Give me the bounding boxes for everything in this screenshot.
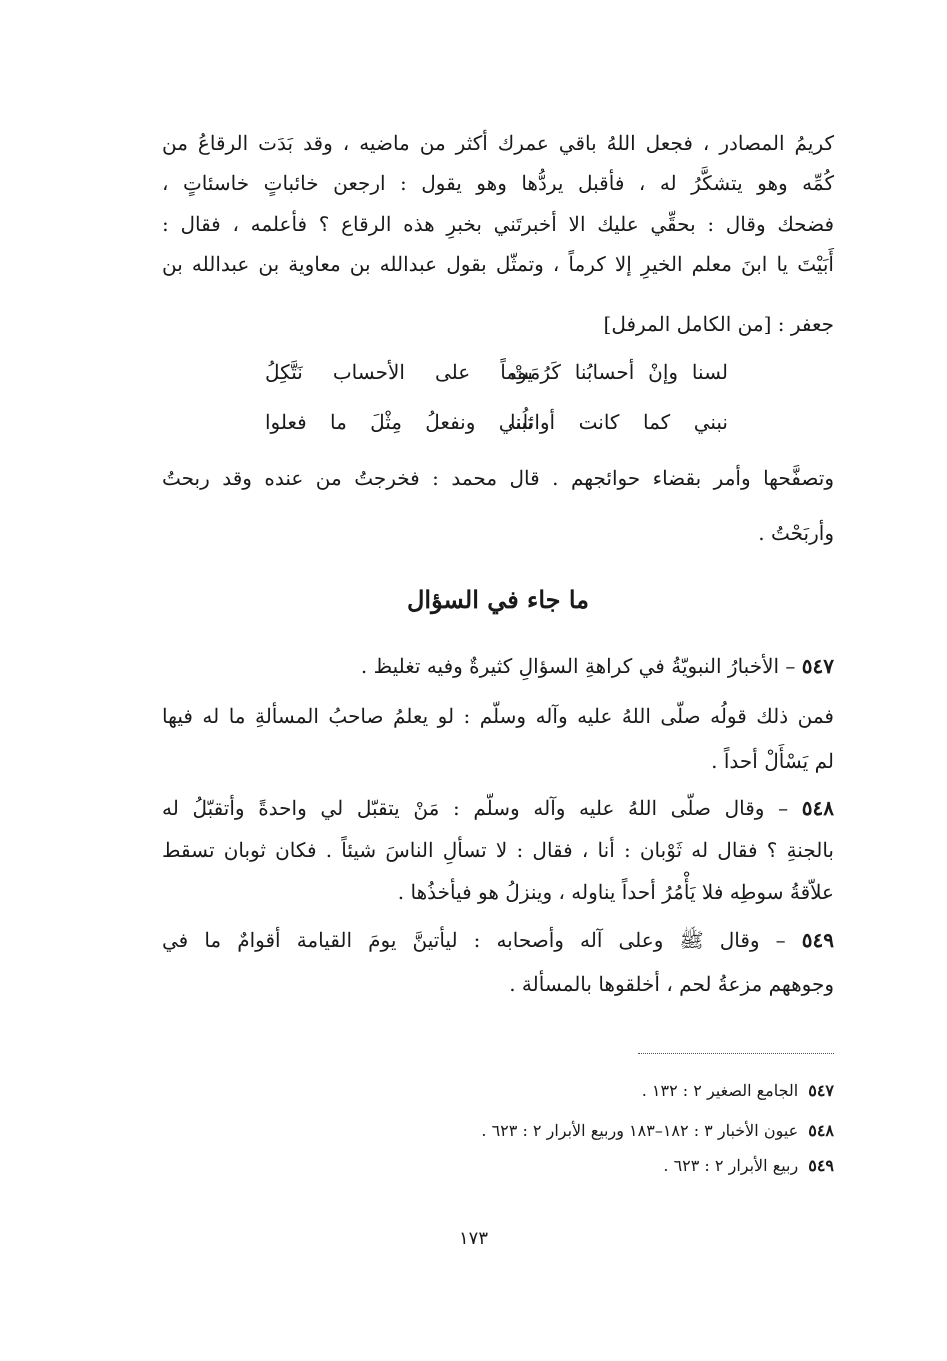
text-line: كُمِّه وهو يتشكَّرُ له ، فأقبل يردُّها وهو يقول : ارجعن خائباتٍ خاسئاتٍ ،	[162, 171, 834, 195]
text-line: لم يَسْأَلْ أحداً .	[711, 749, 834, 773]
verse-line	[162, 407, 834, 437]
verse-second-hemistich: تبني ونفعلُ مِثْلَ ما فعلوا	[265, 410, 533, 434]
entry-text: – الأخبارُ النبويّةُ في كراهةِ السؤالِ كثيرةٌ وفيه تغليظ .	[360, 654, 802, 678]
footnote-number: ٥٤٩	[808, 1156, 834, 1175]
footnote	[162, 1154, 834, 1178]
footnote	[162, 1079, 834, 1103]
text-line: فمن ذلك قولُه صلّى اللهُ عليه وآله وسلّم : لو يعلمُ صاحبُ المسألةِ ما له فيها	[162, 704, 834, 728]
entry-number: ٥٤٧	[801, 654, 834, 678]
footnote-text: الجامع الصغير ٢ : ١٣٢ .	[641, 1081, 799, 1100]
text-line	[162, 925, 834, 955]
footnote-separator	[638, 1053, 834, 1054]
text-line: بالجنةِ ؟ فقال له ثَوْبان : أنا ، فقال : لا تسألِ الناسَ شيئاً . فكان ثوبان تسقط	[162, 838, 835, 862]
verse-first-hemistich: نبني كما كانت أوائلُنا	[510, 410, 728, 434]
entry-text: – وقال ﷺ وعلى آله وأصحابه : ليأتينَّ يومَ القيامة أقوامٌ ما في	[162, 928, 802, 952]
footnote-text: عيون الأخبار ٣ : ١٨٢–١٨٣ وربيع الأبرار ٢ : ٦٢٣ .	[481, 1121, 799, 1140]
text-line	[162, 651, 834, 681]
page-number: ١٧٣	[458, 1228, 488, 1249]
entry-text: – وقال صلّى اللهُ عليه وآله وسلّم : مَنْ يتقبّل لي واحدةً وأتقبّلُ له	[162, 796, 802, 820]
entry-number: ٥٤٩	[801, 928, 834, 952]
verse-first-hemistich: لسنا وإنْ أحسابُنا كَرُمَتْ	[510, 360, 728, 384]
text-line: علاّقةُ سوطِه فلا يَأْمُرُ أحداً يناوله ، وينزلُ هو فيأخذُها .	[397, 880, 834, 904]
text-line: وجوههم مزعةُ لحم ، أخلقوها بالمسألة .	[509, 972, 834, 996]
footnote	[162, 1119, 834, 1143]
text-line: أَبَيْتَ يا ابنَ معلم الخيرِ إلا كرماً ، وتمثّل بقول عبدالله بن معاوية بن عبدالله بن	[162, 252, 834, 276]
text-line: وتصفَّحها وأمر بقضاء حوائجهم . قال محمد : فخرجتُ من عنده وقد ربحتُ	[162, 466, 834, 490]
text-line: وأربَحْتُ .	[758, 521, 834, 545]
footnote-text: ربيع الأبرار ٢ : ٦٢٣ .	[663, 1156, 799, 1175]
footnote-number: ٥٤٧	[808, 1081, 834, 1100]
entry-number: ٥٤٨	[801, 796, 834, 820]
text-line	[162, 793, 834, 823]
verse-second-hemistich: يوماً على الأحساب نَتَّكِلُ	[265, 360, 533, 384]
text-line: كريمُ المصادر ، فجعل اللهُ باقي عمرك أكثر من ماضيه ، وقد بَدَت الرقاعُ من	[162, 131, 834, 155]
text-line: فضحك وقال : بحقِّي عليك الا أخبرتَني بخبرِ هذه الرقاع ؟ فأعلمه ، فقال :	[162, 212, 834, 236]
footnote-number: ٥٤٨	[808, 1121, 834, 1140]
verse-line	[162, 357, 834, 387]
section-heading: ما جاء في السؤال	[406, 585, 590, 614]
text-line: جعفر : [من الكامل المرفل]	[603, 312, 834, 336]
